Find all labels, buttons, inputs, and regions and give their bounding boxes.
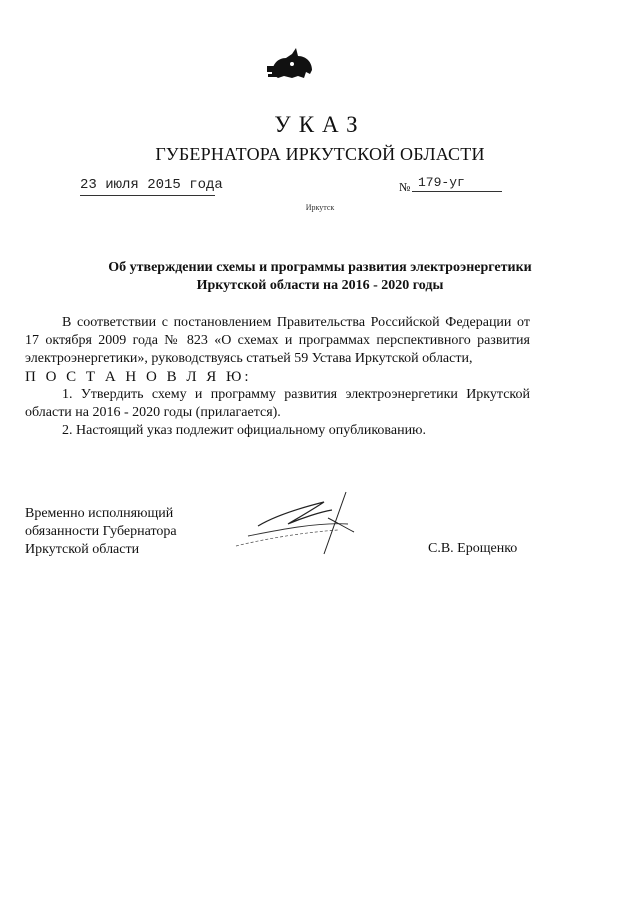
number-sign: № xyxy=(399,180,411,194)
handwritten-signature xyxy=(228,488,368,558)
preamble-paragraph: В соответствии с постановлением Правительства Российской Федерации от 17 октября 2009 года № 823 «О схемах и программах перспективного развития электроэнергетики», руководствуясь статьей 59 Устава Иркутской области, xyxy=(25,315,530,366)
document-body xyxy=(25,314,530,440)
document-number: 179-уг xyxy=(418,175,465,190)
position-line-1: Временно исполняющий xyxy=(25,506,174,521)
resolve-line: П О С Т А Н О В Л Я Ю: xyxy=(25,369,252,385)
heading-line-2: Иркутской области на 2016 - 2020 годы xyxy=(196,278,444,293)
signatory-name: С.В. Ерощенко xyxy=(428,541,518,556)
signatory-position xyxy=(25,505,177,559)
item-2-paragraph: 2. Настоящий указ подлежит официальному опубликованию. xyxy=(62,423,427,438)
document-subtitle: ГУБЕРНАТОРА ИРКУТСКОЙ ОБЛАСТИ xyxy=(155,144,485,164)
coat-of-arms-emblem-icon xyxy=(262,44,318,84)
document-heading xyxy=(0,259,640,295)
date-underline xyxy=(80,195,215,196)
document-city: Иркутск xyxy=(305,203,335,212)
document-title: УКАЗ xyxy=(274,112,366,137)
number-underline xyxy=(412,191,502,192)
document-date: 23 июля 2015 года xyxy=(80,177,223,193)
heading-line-1: Об утверждении схемы и программы развития электроэнергетики xyxy=(108,260,532,275)
position-line-2: обязанности Губернатора xyxy=(25,524,177,539)
position-line-3: Иркутской области xyxy=(25,542,140,557)
item-1-paragraph: 1. Утвердить схему и программу развития электроэнергетики Иркутской области на 2016 - 2020 годы (прилагается). xyxy=(25,387,530,420)
